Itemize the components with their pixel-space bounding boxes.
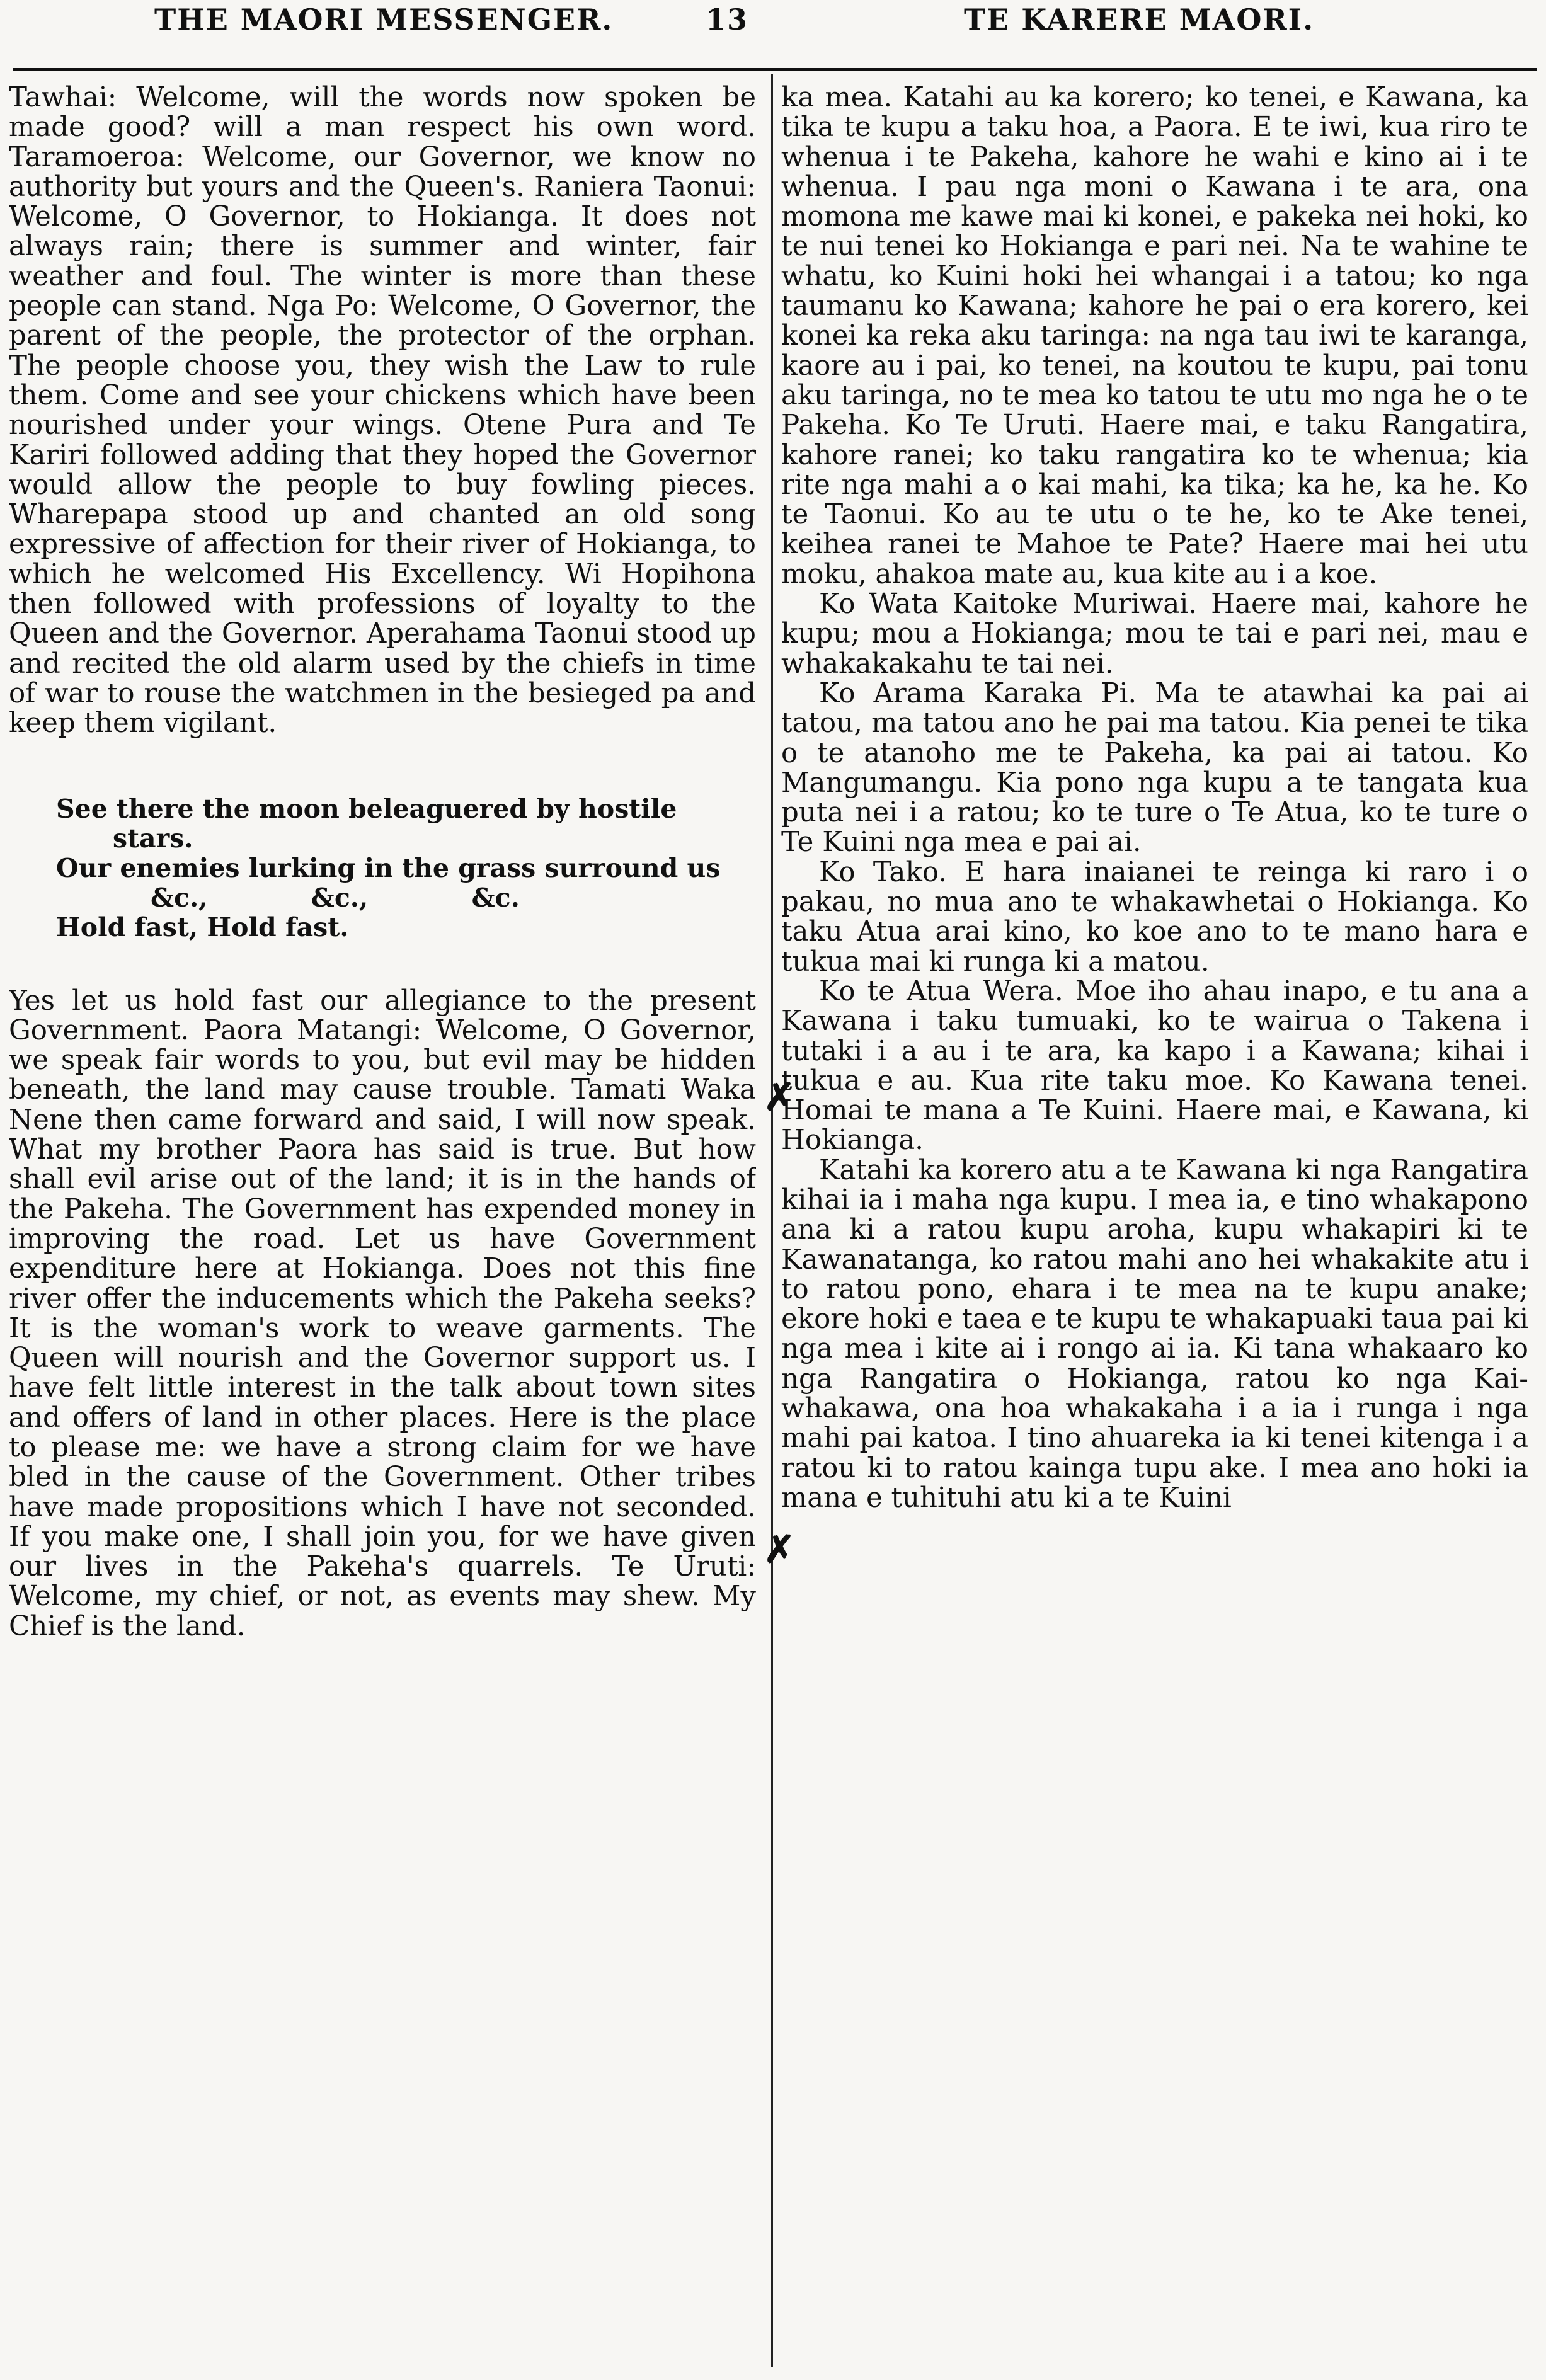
handwritten-cross-mark: ✗ <box>764 1075 796 1119</box>
verse-line-2: Our enemies lurking in the grass surround us <box>56 852 721 883</box>
handwritten-cross-mark: ✗ <box>764 1528 796 1572</box>
verse-line-refrain: Hold fast, Hold fast. <box>56 912 349 942</box>
verse-line-1-continued: stars. <box>113 823 193 854</box>
running-head-english-title: THE MAORI MESSENGER. <box>154 3 614 37</box>
header-rule <box>13 68 1537 71</box>
running-head-maori-title: TE KARERE MAORI. <box>964 3 1315 37</box>
maori-paragraph-kawana-reply: Katahi ka korero atu a te Kawana ki nga Rangatira kihai ia i maha nga kupu. I mea ia, e tino whakapono ana ki a ratou kupu aroha, kupu whakapiri ki te Kawanatanga, ko ratou mahi ano hei whakakite atu i to ratou pono, ehara i te mea na te kupu anake; ekore hoki e taea e te kupu te whakapuaki taua pai ki nga mea i kite ai i rongo ai ia. Ki tana whakaaro ko nga Rangatira o Hokianga, ratou ko nga Kai-whakawa, ona hoa whakakaha i a ia i runga i nga mahi pai katoa. I tino ahuareka ia ki tenei kitenga i a ratou ki to ratou kainga tupu ake. I mea ano hoki ia mana e tuhituhi atu ki a te Kuini <box>781 1154 1528 1514</box>
english-paragraph-waka-nene: Yes let us hold fast our allegiance to the present Government. Paora Matangi: Welcome, O Governor, we speak fair words to you, but evil may be hidden beneath, the land may cause trouble. Tamati Waka Nene then came forward and said, I will now speak. What my brother Paora has said is true. But how shall evil arise out of the land; it is in the hands of the Pakeha. The Government has expended money in improving the road. Let us have Government expenditure here at Hokianga. Does not this fine river offer the inducements which the Pakeha seeks? It is the woman's work to weave garments. The Queen will nourish and the Governor support us. I have felt little interest in the talk about town sites and offers of land in other places. Here is the place to please me: we have a strong claim for we have bled in the cause of the Government. Other tribes have made propositions which I have not seconded. If you make one, I shall join you, for we have given our lives in the Pakeha's quarrels. Te Uruti: Welcome, my chief, or not, as events may shew. My Chief is the land. <box>9 985 756 1642</box>
chant-verse <box>56 794 756 942</box>
maori-paragraph-arama: Ko Arama Karaka Pi. Ma te atawhai ka pai ai tatou, ma tatou ano he pai ma tatou. Kia penei te tika o te atanoho me te Pakeha, ka pai ai tatou. Ko Mangumangu. Kia pono nga kupu a te tangata kua puta nei i a ratou; ko te ture o Te Atua, ko te ture o Te Kuini nga mea e pai ai. <box>781 677 1528 859</box>
maori-paragraph-tako: Ko Tako. E hara inaianei te reinga ki raro i o pakau, no mua ano te whakawhetai o Hokianga. Ko taku Atua arai kino, ko koe ano to te mano hara e tukua mai ki runga ki a matou. <box>781 856 1528 978</box>
verse-line-etc: &c., &c., &c. <box>151 882 520 913</box>
maori-column <box>781 83 1528 2364</box>
english-column <box>9 83 756 2364</box>
page-number: 13 <box>706 3 749 37</box>
maori-paragraph-atua-wera: Ko te Atua Wera. Moe iho ahau inapo, e tu ana a Kawana i taku tumuaki, ko te wairua o Takena i tutaki i a au i te ara, ka kapo i a Kawana; kihai i tukua e au. Kua rite taku moe. Ko Kawana tenei. Homai te mana a Te Kuini. Haere mai, e Kawana, ki Hokianga. <box>781 975 1528 1157</box>
english-paragraph-speeches: Tawhai: Welcome, will the words now spoken be made good? will a man respect his own word. Taramoeroa: Welcome, our Governor, we know no authority but yours and the Queen's. Raniera Taonui: Welcome, O Governor, to Hokianga. It does not always rain; there is summer and winter, fair weather and foul. The winter is more than these people can stand. Nga Po: Welcome, O Governor, the parent of the people, the protector of the orphan. The people choose you, they wish the Law to rule them. Come and see your chickens which have been nourished under your wings. Otene Pura and Te Kariri followed adding that they hoped the Governor would allow the people to buy fowling pieces. Wharepapa stood up and chanted an old song expressive of affection for their river of Hokianga, to which he welcomed His Excellency. Wi Hopihona then followed with professions of loyalty to the Queen and the Governor. Aperahama Taonui stood up and recited the old alarm used by the chiefs in time of war to rouse the watchmen in the besieged pa and keep them vigilant. <box>9 83 756 740</box>
running-head <box>0 0 1546 44</box>
verse-line-1: See there the moon beleaguered by hostile <box>56 793 677 824</box>
maori-paragraph-continued: ka mea. Katahi au ka korero; ko tenei, e Kawana, ka tika te kupu a taku hoa, a Paora. E te iwi, kua riro te whenua i te Pakeha, kahore he wahi e kino ai i te whenua. I pau nga moni o Kawana i te ara, ona momona me kawe mai ki konei, e pakeka nei hoki, ko te nui tenei ko Hokianga e pari nei. Na te wahine te whatu, ko Kuini hoki hei whangai i a tatou; ko nga taumanu ko Kawana; kahore he pai o era korero, kei konei ka reka aku taringa: na nga tau iwi te karanga, kaore au i pai, ko tenei, na koutou te kupu, pai tonu aku taringa, no te mea ko tatou te utu mo nga he o te Pakeha. Ko Te Uruti. Haere mai, e taku Rangatira, kahore ranei; ko taku rangatira ko te whenua; kia rite nga mahi a o kai mahi, ka tika; ka he, ka he. Ko te Taonui. Ko au te utu o te he, ko te Ake tenei, keihea ranei te Mahoe te Pate? Haere mai hei utu moku, ahakoa mate au, kua kite au i a koe. <box>781 83 1528 590</box>
column-divider <box>771 74 773 2367</box>
maori-paragraph-wata: Ko Wata Kaitoke Muriwai. Haere mai, kahore he kupu; mou a Hokianga; mou te tai e pari nei, mau e whakakakahu te tai nei. <box>781 588 1528 680</box>
